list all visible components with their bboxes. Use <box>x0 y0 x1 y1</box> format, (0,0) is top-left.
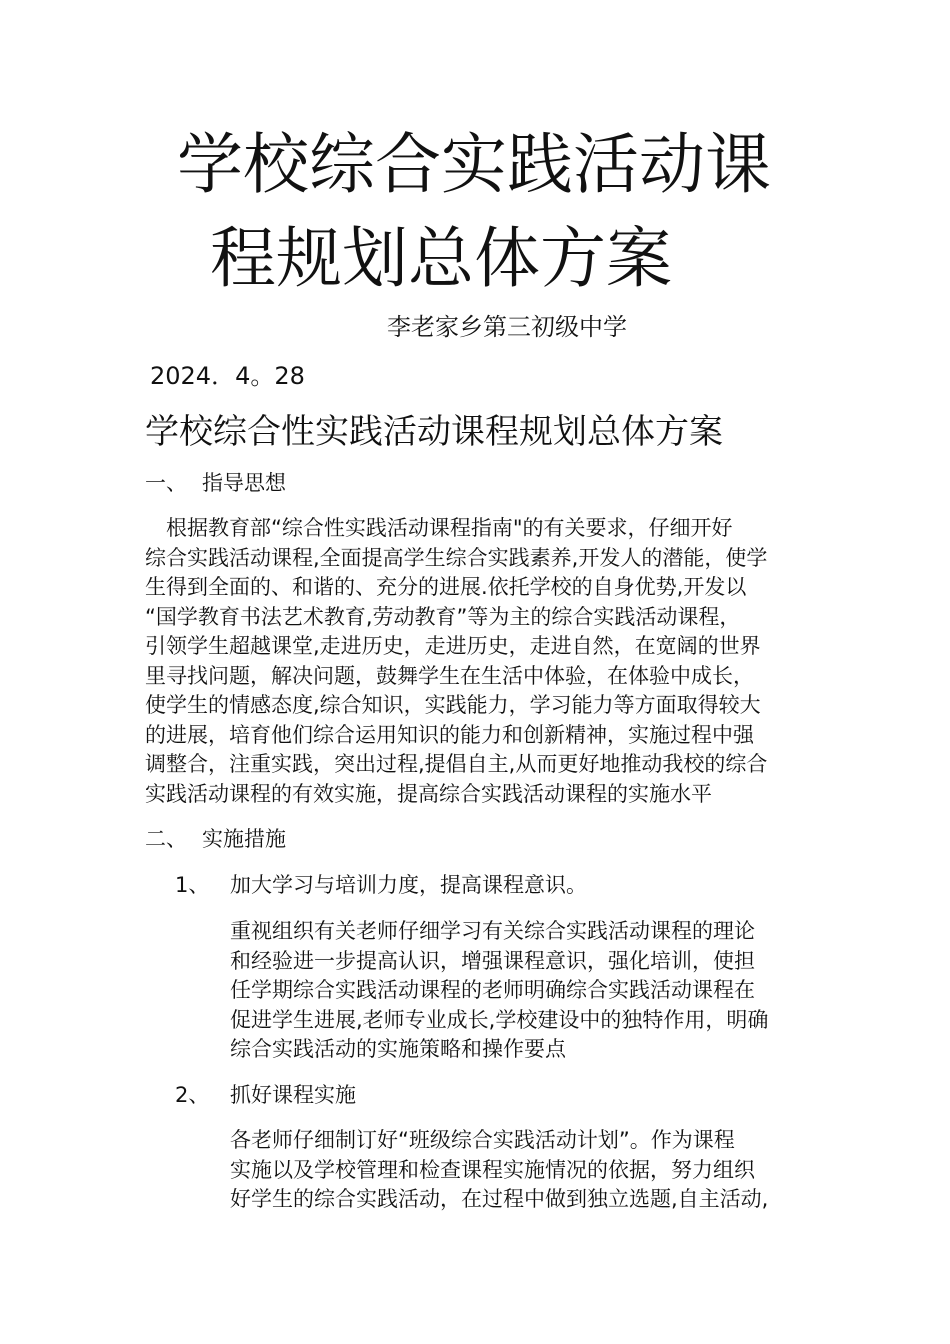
paragraph-line: 使学生的情感态度,综合知识，实践能力，学习能力等方面取得较大 <box>145 693 761 717</box>
paragraph-line: 的进展，培育他们综合运用知识的能力和创新精神，实施过程中强 <box>145 722 754 747</box>
document-date: 2024．4。28 <box>150 362 305 390</box>
paragraph-line: 调整合，注重实践，突出过程,提倡自主,从而更好地推动我校的综合 <box>145 752 768 776</box>
section-1-title: 指导思想 <box>202 471 286 495</box>
paragraph-line: 好学生的综合实践活动，在过程中做到独立选题,自主活动, <box>230 1187 769 1211</box>
paragraph-line: 引领学生超越课堂,走进历史，走进历史，走进自然，在宽阔的世界 <box>145 634 761 658</box>
paragraph-line: 实践活动课程的有效实施，提高综合实践活动课程的实施水平 <box>145 781 712 806</box>
item-2-paragraph <box>230 1126 768 1215</box>
main-title <box>150 118 810 306</box>
paragraph-line: 和经验进一步提高认识，增强课程意识，强化培训，使担 <box>230 948 755 973</box>
paragraph-line: 任学期综合实践活动课程的老师明确综合实践活动课程在 <box>230 978 755 1002</box>
school-name: 李老家乡第三初级中学 <box>387 313 627 341</box>
main-title-line-1: 学校综合实践活动课 <box>177 126 771 203</box>
section-1-heading <box>145 468 286 498</box>
item-1-number: 1、 <box>175 873 210 897</box>
paragraph-line: 综合实践活动的实施策略和操作要点 <box>230 1037 566 1061</box>
item-1-paragraph <box>230 917 768 1065</box>
section-2-title: 实施措施 <box>202 827 286 851</box>
item-1-title: 加大学习与培训力度，提高课程意识。 <box>230 873 587 897</box>
item-1-heading <box>175 870 587 900</box>
item-2-heading <box>175 1080 356 1110</box>
section-1-paragraph <box>145 514 767 809</box>
paragraph-line: 促进学生进展,老师专业成长,学校建设中的独特作用，明确 <box>230 1007 769 1032</box>
paragraph-line: 综合实践活动课程,全面提高学生综合实践素养,开发人的潜能，使学 <box>145 545 768 570</box>
section-2-number: 二、 <box>145 827 187 851</box>
item-2-number: 2、 <box>175 1083 210 1107</box>
section-1-number: 一、 <box>145 471 187 495</box>
paragraph-line: 重视组织有关老师仔细学习有关综合实践活动课程的理论 <box>230 919 755 943</box>
paragraph-line: 实施以及学校管理和检查课程实施情况的依据，努力组织 <box>230 1157 755 1182</box>
paragraph-line: 根据教育部“综合性实践活动课程指南"的有关要求，仔细开好 <box>145 516 733 540</box>
item-2-title: 抓好课程实施 <box>230 1083 356 1107</box>
document-subtitle: 学校综合性实践活动课程规划总体方案 <box>145 412 723 452</box>
paragraph-line: 生得到全面的、和谐的、充分的进展.依托学校的自身优势,开发以 <box>145 575 747 599</box>
paragraph-line: “国学教育书法艺术教育,劳动教育”等为主的综合实践活动课程， <box>145 604 741 629</box>
paragraph-line: 里寻找问题，解决问题，鼓舞学生在生活中体验，在体验中成长， <box>145 663 754 688</box>
section-2-heading <box>145 824 286 854</box>
main-title-line-2: 程规划总体方案 <box>210 220 672 297</box>
paragraph-line: 各老师仔细制订好“班级综合实践活动计划”。作为课程 <box>230 1128 735 1152</box>
